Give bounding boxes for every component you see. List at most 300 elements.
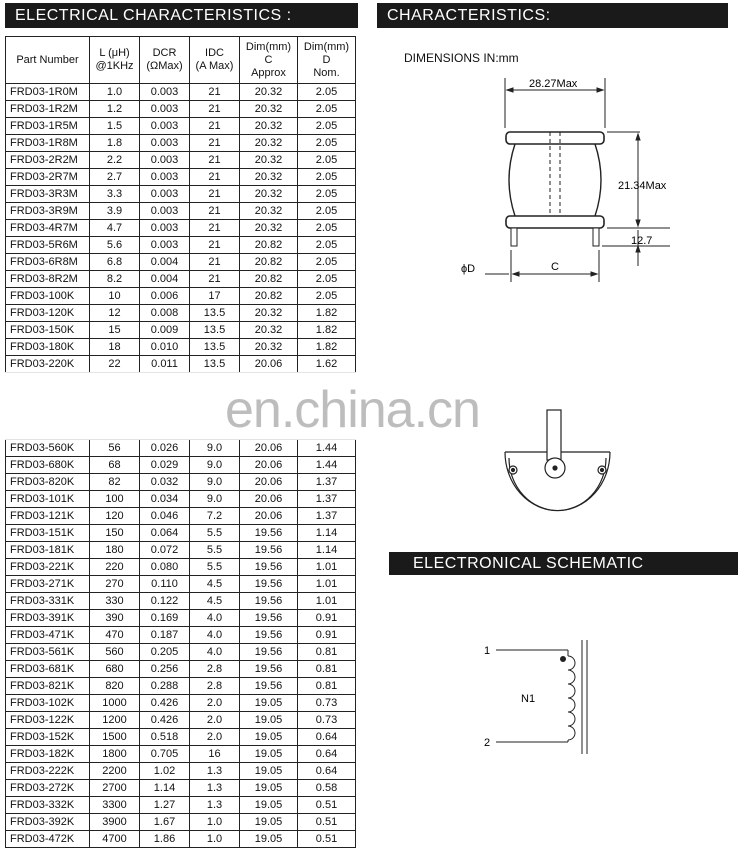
electrical-characteristics-header <box>5 3 358 28</box>
table-cell: 1.01 <box>298 593 356 610</box>
table-cell: 21 <box>190 101 240 118</box>
table-cell: 2.05 <box>298 152 356 169</box>
table-row <box>6 576 356 593</box>
table-cell: FRD03-182K <box>6 746 90 763</box>
table-cell: 1.67 <box>140 814 190 831</box>
table-cell: 0.064 <box>140 525 190 542</box>
table-cell: 20.32 <box>240 203 298 220</box>
table-cell: FRD03-101K <box>6 491 90 508</box>
table-cell: 150 <box>90 525 140 542</box>
table-cell: 19.05 <box>240 729 298 746</box>
table-cell: 19.56 <box>240 525 298 542</box>
table-cell: 9.0 <box>190 491 240 508</box>
table-cell: 1.14 <box>298 525 356 542</box>
table-cell: 1.01 <box>298 576 356 593</box>
table-cell: FRD03-120K <box>6 305 90 322</box>
table-cell: FRD03-3R9M <box>6 203 90 220</box>
table-cell: FRD03-1R8M <box>6 135 90 152</box>
table-cell: 0.58 <box>298 780 356 797</box>
lead-length-label: 12.7 <box>631 235 653 247</box>
table-cell: 820 <box>90 678 140 695</box>
table-cell: FRD03-180K <box>6 339 90 356</box>
table-cell: 19.05 <box>240 831 298 848</box>
table-cell: FRD03-472K <box>6 831 90 848</box>
table-cell: 2.05 <box>298 288 356 305</box>
table-cell: 19.56 <box>240 627 298 644</box>
table-row <box>6 712 356 729</box>
table-cell: FRD03-152K <box>6 729 90 746</box>
table-cell: 2.05 <box>298 237 356 254</box>
column-header-line: Dim(mm) <box>303 40 350 53</box>
table-cell: 0.046 <box>140 508 190 525</box>
inductor-bottom-view-drawing <box>495 380 620 530</box>
table-cell: 2.05 <box>298 101 356 118</box>
table-cell: 0.003 <box>140 101 190 118</box>
table-cell: 0.51 <box>298 831 356 848</box>
electronical-schematic-drawing <box>478 636 598 761</box>
column-header-line: DCR <box>152 47 177 59</box>
table-cell: 0.64 <box>298 729 356 746</box>
table-cell: 2.05 <box>298 220 356 237</box>
table-cell: 5.5 <box>190 542 240 559</box>
table-cell: 19.05 <box>240 780 298 797</box>
table-cell: 0.288 <box>140 678 190 695</box>
table-cell: 19.05 <box>240 763 298 780</box>
table-cell: FRD03-102K <box>6 695 90 712</box>
table-cell: FRD03-331K <box>6 593 90 610</box>
table-cell: FRD03-1R5M <box>6 118 90 135</box>
table-cell: FRD03-8R2M <box>6 271 90 288</box>
table-cell: 0.81 <box>298 678 356 695</box>
column-header-line: D <box>322 53 331 66</box>
table-cell: 3900 <box>90 814 140 831</box>
table-cell: 3.3 <box>90 186 140 203</box>
table-cell: 1.14 <box>140 780 190 797</box>
pin-1-label: 1 <box>484 645 491 657</box>
table-cell: FRD03-471K <box>6 627 90 644</box>
table-row <box>6 186 356 203</box>
table-cell: 19.56 <box>240 678 298 695</box>
table-row <box>6 797 356 814</box>
table-cell: 20.82 <box>240 288 298 305</box>
table-cell: 15 <box>90 322 140 339</box>
table-row <box>6 661 356 678</box>
table-cell: 0.110 <box>140 576 190 593</box>
table-cell: 4700 <box>90 831 140 848</box>
table-cell: 1.02 <box>140 763 190 780</box>
watermark-text: en.china.cn <box>225 381 480 439</box>
table-cell: 0.705 <box>140 746 190 763</box>
table-cell: 5.5 <box>190 559 240 576</box>
table-cell: 0.518 <box>140 729 190 746</box>
table-row <box>6 593 356 610</box>
table-cell: 2.7 <box>90 169 140 186</box>
column-header-line: (ΩMax) <box>146 60 183 72</box>
table-cell: 19.05 <box>240 797 298 814</box>
table-cell: FRD03-821K <box>6 678 90 695</box>
table-cell: 1000 <box>90 695 140 712</box>
dimensions-unit-label: DIMENSIONS IN:mm <box>404 51 519 65</box>
table-row <box>6 525 356 542</box>
table-cell: 1.3 <box>190 780 240 797</box>
table-cell: 13.5 <box>190 339 240 356</box>
table-cell: FRD03-392K <box>6 814 90 831</box>
table-row <box>6 474 356 491</box>
table-cell: 0.003 <box>140 135 190 152</box>
table-cell: 0.426 <box>140 712 190 729</box>
table-cell: 0.032 <box>140 474 190 491</box>
table-row <box>6 237 356 254</box>
table-cell: FRD03-272K <box>6 780 90 797</box>
column-header <box>190 37 240 84</box>
column-header-line: Approx <box>251 66 286 79</box>
table-row <box>6 322 356 339</box>
table-row <box>6 152 356 169</box>
table-row <box>6 203 356 220</box>
table-cell: 1800 <box>90 746 140 763</box>
table-cell: FRD03-122K <box>6 712 90 729</box>
table-cell: 56 <box>90 440 140 457</box>
table-cell: 21 <box>190 237 240 254</box>
table-cell: FRD03-220K <box>6 356 90 373</box>
table-row <box>6 254 356 271</box>
table-cell: 0.73 <box>298 712 356 729</box>
table-cell: 2200 <box>90 763 140 780</box>
table-cell: 1.3 <box>190 797 240 814</box>
table-cell: 17 <box>190 288 240 305</box>
table-cell: 20.32 <box>240 339 298 356</box>
table-cell: 2.05 <box>298 118 356 135</box>
table-cell: 19.05 <box>240 814 298 831</box>
table-cell: 13.5 <box>190 305 240 322</box>
table-cell: FRD03-391K <box>6 610 90 627</box>
table-cell: 0.034 <box>140 491 190 508</box>
schematic-header-text: ELECTRONICAL SCHEMATIC <box>413 554 644 572</box>
column-header <box>90 37 140 84</box>
table-row <box>6 440 356 457</box>
table-row <box>6 101 356 118</box>
table-cell: 19.05 <box>240 712 298 729</box>
table-cell: 82 <box>90 474 140 491</box>
table-row <box>6 831 356 848</box>
table-cell: 0.006 <box>140 288 190 305</box>
table-cell: 1.0 <box>190 831 240 848</box>
table-cell: 13.5 <box>190 322 240 339</box>
table-cell: 2.05 <box>298 135 356 152</box>
table-row <box>6 135 356 152</box>
table-cell: 0.080 <box>140 559 190 576</box>
table-cell: FRD03-4R7M <box>6 220 90 237</box>
table-cell: 2.05 <box>298 271 356 288</box>
characteristics-header-text: CHARACTERISTICS: <box>387 6 551 24</box>
table-cell: 0.003 <box>140 84 190 101</box>
schematic-header <box>389 552 738 575</box>
table-cell: 0.187 <box>140 627 190 644</box>
table-cell: 0.169 <box>140 610 190 627</box>
table-cell: 270 <box>90 576 140 593</box>
table-cell: 1.86 <box>140 831 190 848</box>
table-cell: FRD03-150K <box>6 322 90 339</box>
table-cell: FRD03-181K <box>6 542 90 559</box>
table-cell: 5.6 <box>90 237 140 254</box>
table-body-top <box>6 84 356 373</box>
column-header <box>240 37 298 84</box>
table-cell: 0.003 <box>140 152 190 169</box>
table-cell: 20.32 <box>240 101 298 118</box>
table-row <box>6 542 356 559</box>
table-cell: 20.82 <box>240 271 298 288</box>
table-cell: 1.2 <box>90 101 140 118</box>
table-cell: 3300 <box>90 797 140 814</box>
table-cell: 4.5 <box>190 576 240 593</box>
table-cell: FRD03-680K <box>6 457 90 474</box>
table-cell: FRD03-121K <box>6 508 90 525</box>
table-cell: 2.05 <box>298 203 356 220</box>
column-header <box>140 37 190 84</box>
width-dimension-label: 28.27Max <box>529 78 578 90</box>
table-cell: 4.0 <box>190 627 240 644</box>
table-cell: 20.06 <box>240 491 298 508</box>
table-cell: 5.5 <box>190 525 240 542</box>
table-cell: 0.029 <box>140 457 190 474</box>
table-cell: 20.32 <box>240 220 298 237</box>
table-cell: FRD03-2R2M <box>6 152 90 169</box>
table-cell: 2.05 <box>298 254 356 271</box>
table-cell: 1.0 <box>190 814 240 831</box>
table-cell: 0.003 <box>140 203 190 220</box>
table-cell: 12 <box>90 305 140 322</box>
table-cell: 0.64 <box>298 763 356 780</box>
table-row <box>6 508 356 525</box>
table-cell: 1.8 <box>90 135 140 152</box>
table-cell: 0.003 <box>140 169 190 186</box>
table-cell: 2.8 <box>190 661 240 678</box>
table-cell: FRD03-1R0M <box>6 84 90 101</box>
table-cell: 2.05 <box>298 186 356 203</box>
table-cell: FRD03-5R6M <box>6 237 90 254</box>
table-cell: 470 <box>90 627 140 644</box>
table-cell: 20.06 <box>240 474 298 491</box>
table-cell: 0.81 <box>298 661 356 678</box>
table-cell: 19.56 <box>240 610 298 627</box>
table-cell: 9.0 <box>190 474 240 491</box>
characteristics-header <box>377 3 728 28</box>
table-cell: 560 <box>90 644 140 661</box>
column-header <box>298 37 356 84</box>
table-cell: FRD03-271K <box>6 576 90 593</box>
table-cell: 0.004 <box>140 271 190 288</box>
table-row <box>6 491 356 508</box>
table-cell: 1200 <box>90 712 140 729</box>
table-cell: FRD03-2R7M <box>6 169 90 186</box>
table-cell: 0.122 <box>140 593 190 610</box>
table-cell: FRD03-820K <box>6 474 90 491</box>
table-row <box>6 559 356 576</box>
table-cell: 4.5 <box>190 593 240 610</box>
table-cell: 0.004 <box>140 254 190 271</box>
table-cell: 20.06 <box>240 356 298 373</box>
table-cell: 1.82 <box>298 322 356 339</box>
table-cell: 4.0 <box>190 644 240 661</box>
coil-label: N1 <box>521 693 536 705</box>
table-cell: 1.5 <box>90 118 140 135</box>
table-cell: 0.91 <box>298 627 356 644</box>
table-row <box>6 305 356 322</box>
table-row <box>6 169 356 186</box>
table-cell: 21 <box>190 118 240 135</box>
table-row <box>6 84 356 101</box>
table-cell: 180 <box>90 542 140 559</box>
table-cell: 2.0 <box>190 695 240 712</box>
table-cell: 0.009 <box>140 322 190 339</box>
table-cell: 20.32 <box>240 152 298 169</box>
electrical-header-text: ELECTRICAL CHARACTERISTICS : <box>15 6 292 24</box>
table-row <box>6 814 356 831</box>
table-cell: 1500 <box>90 729 140 746</box>
table-cell: 0.010 <box>140 339 190 356</box>
height-dimension-label: 21.34Max <box>618 180 667 192</box>
table-cell: 19.05 <box>240 746 298 763</box>
table-cell: 16 <box>190 746 240 763</box>
table-cell: 2.05 <box>298 169 356 186</box>
pin-2-label: 2 <box>484 737 491 749</box>
table-row <box>6 356 356 373</box>
table-cell: 2.05 <box>298 84 356 101</box>
table-cell: 120 <box>90 508 140 525</box>
table-cell: FRD03-6R8M <box>6 254 90 271</box>
column-header-line: Dim(mm) <box>245 40 292 53</box>
table-cell: 18 <box>90 339 140 356</box>
table-cell: 0.003 <box>140 237 190 254</box>
table-cell: 21 <box>190 254 240 271</box>
table-cell: 7.2 <box>190 508 240 525</box>
table-cell: 20.82 <box>240 254 298 271</box>
table-cell: 1.37 <box>298 508 356 525</box>
column-header-line: @1KHz <box>95 60 134 72</box>
table-row <box>6 746 356 763</box>
table-row <box>6 610 356 627</box>
table-cell: 1.0 <box>90 84 140 101</box>
table-cell: 9.0 <box>190 440 240 457</box>
table-row <box>6 763 356 780</box>
table-cell: 6.8 <box>90 254 140 271</box>
table-cell: 0.91 <box>298 610 356 627</box>
table-cell: 220 <box>90 559 140 576</box>
column-header-line: (A Max) <box>195 60 234 72</box>
table-cell: 20.06 <box>240 508 298 525</box>
table-cell: FRD03-151K <box>6 525 90 542</box>
table-cell: 20.32 <box>240 186 298 203</box>
table-cell: 1.82 <box>298 305 356 322</box>
table-cell: 20.32 <box>240 135 298 152</box>
table-cell: 19.05 <box>240 695 298 712</box>
table-cell: 20.06 <box>240 457 298 474</box>
table-cell: 19.56 <box>240 559 298 576</box>
table-cell: FRD03-560K <box>6 440 90 457</box>
column-header <box>6 37 90 84</box>
table-row <box>6 644 356 661</box>
table-row <box>6 339 356 356</box>
table-cell: 19.56 <box>240 593 298 610</box>
table-row <box>6 220 356 237</box>
table-cell: 1.82 <box>298 339 356 356</box>
table-cell: 19.56 <box>240 542 298 559</box>
table-cell: 21 <box>190 169 240 186</box>
table-cell: 13.5 <box>190 356 240 373</box>
table-cell: 0.64 <box>298 746 356 763</box>
table-cell: FRD03-681K <box>6 661 90 678</box>
table-cell: 21 <box>190 152 240 169</box>
table-row <box>6 627 356 644</box>
table-row <box>6 288 356 305</box>
table-cell: 21 <box>190 186 240 203</box>
table-cell: 0.51 <box>298 814 356 831</box>
table-cell: 1.37 <box>298 474 356 491</box>
table-row <box>6 729 356 746</box>
table-cell: 0.256 <box>140 661 190 678</box>
table-row <box>6 695 356 712</box>
table-cell: 21 <box>190 203 240 220</box>
table-cell: 2700 <box>90 780 140 797</box>
table-cell: 0.008 <box>140 305 190 322</box>
inductor-side-view-drawing <box>455 70 695 290</box>
column-header-line: C <box>264 53 273 66</box>
table-cell: 20.06 <box>240 440 298 457</box>
table-cell: FRD03-222K <box>6 763 90 780</box>
table-cell: 1.3 <box>190 763 240 780</box>
table-cell: 68 <box>90 457 140 474</box>
spacing-label: C <box>551 261 559 273</box>
table-cell: 1.44 <box>298 457 356 474</box>
table-cell: 20.32 <box>240 322 298 339</box>
table-cell: 20.32 <box>240 118 298 135</box>
table-cell: 0.072 <box>140 542 190 559</box>
table-cell: 1.37 <box>298 491 356 508</box>
table-cell: FRD03-221K <box>6 559 90 576</box>
table-cell: 1.27 <box>140 797 190 814</box>
table-cell: 2.0 <box>190 712 240 729</box>
table-cell: FRD03-332K <box>6 797 90 814</box>
table-cell: 330 <box>90 593 140 610</box>
table-cell: 0.426 <box>140 695 190 712</box>
table-row <box>6 457 356 474</box>
table-cell: 21 <box>190 84 240 101</box>
table-cell: 1.62 <box>298 356 356 373</box>
table-cell: 100 <box>90 491 140 508</box>
table-cell: 19.56 <box>240 644 298 661</box>
table-cell: FRD03-561K <box>6 644 90 661</box>
table-cell: 2.2 <box>90 152 140 169</box>
specifications-table <box>5 36 356 848</box>
table-cell: 0.003 <box>140 186 190 203</box>
table-cell: 1.01 <box>298 559 356 576</box>
table-body-bottom <box>6 440 356 848</box>
table-cell: 19.56 <box>240 661 298 678</box>
table-cell: 2.0 <box>190 729 240 746</box>
table-cell: 1.44 <box>298 440 356 457</box>
table-row <box>6 678 356 695</box>
table-cell: 0.81 <box>298 644 356 661</box>
column-header-line: Part Number <box>16 53 79 66</box>
table-cell: 20.82 <box>240 237 298 254</box>
table-cell: 21 <box>190 271 240 288</box>
table-row <box>6 271 356 288</box>
table-cell: 1.14 <box>298 542 356 559</box>
table-cell: 0.51 <box>298 797 356 814</box>
column-header-line: Nom. <box>313 66 340 79</box>
table-cell: 4.0 <box>190 610 240 627</box>
table-cell: 4.7 <box>90 220 140 237</box>
